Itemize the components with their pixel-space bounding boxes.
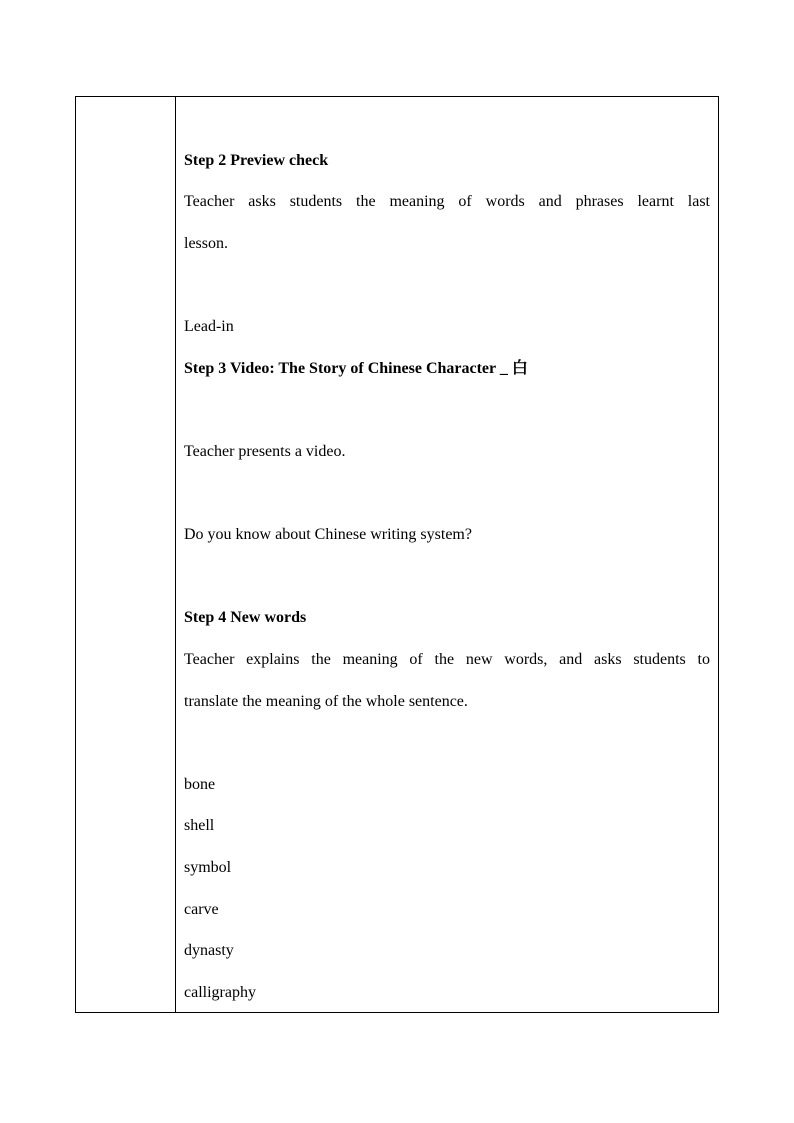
word-item: calligraphy xyxy=(184,984,256,1001)
step2-text-line1: Teacher asks students the meaning of words and phrases learnt last xyxy=(184,193,710,210)
step2-text-line2: lesson. xyxy=(184,235,228,252)
lesson-table xyxy=(75,96,719,1013)
word-item: dynasty xyxy=(184,942,234,959)
right-column-cell xyxy=(176,97,718,1012)
step3-text: Teacher presents a video. xyxy=(184,443,346,460)
step3-heading: Step 3 Video: The Story of Chinese Character _ 白 xyxy=(184,360,528,377)
step3-question: Do you know about Chinese writing system? xyxy=(184,526,472,543)
lead-in-label: Lead-in xyxy=(184,318,234,335)
word-item: symbol xyxy=(184,859,232,876)
step4-heading: Step 4 New words xyxy=(184,609,307,626)
word-item: shell xyxy=(184,817,215,834)
step2-heading: Step 2 Preview check xyxy=(184,152,329,169)
left-column-cell xyxy=(76,97,176,1012)
step4-text-line2: translate the meaning of the whole sentence. xyxy=(184,693,468,710)
step4-text-line1: Teacher explains the meaning of the new words, and asks students to xyxy=(184,651,710,668)
word-item: carve xyxy=(184,901,219,918)
word-item: bone xyxy=(184,776,216,793)
